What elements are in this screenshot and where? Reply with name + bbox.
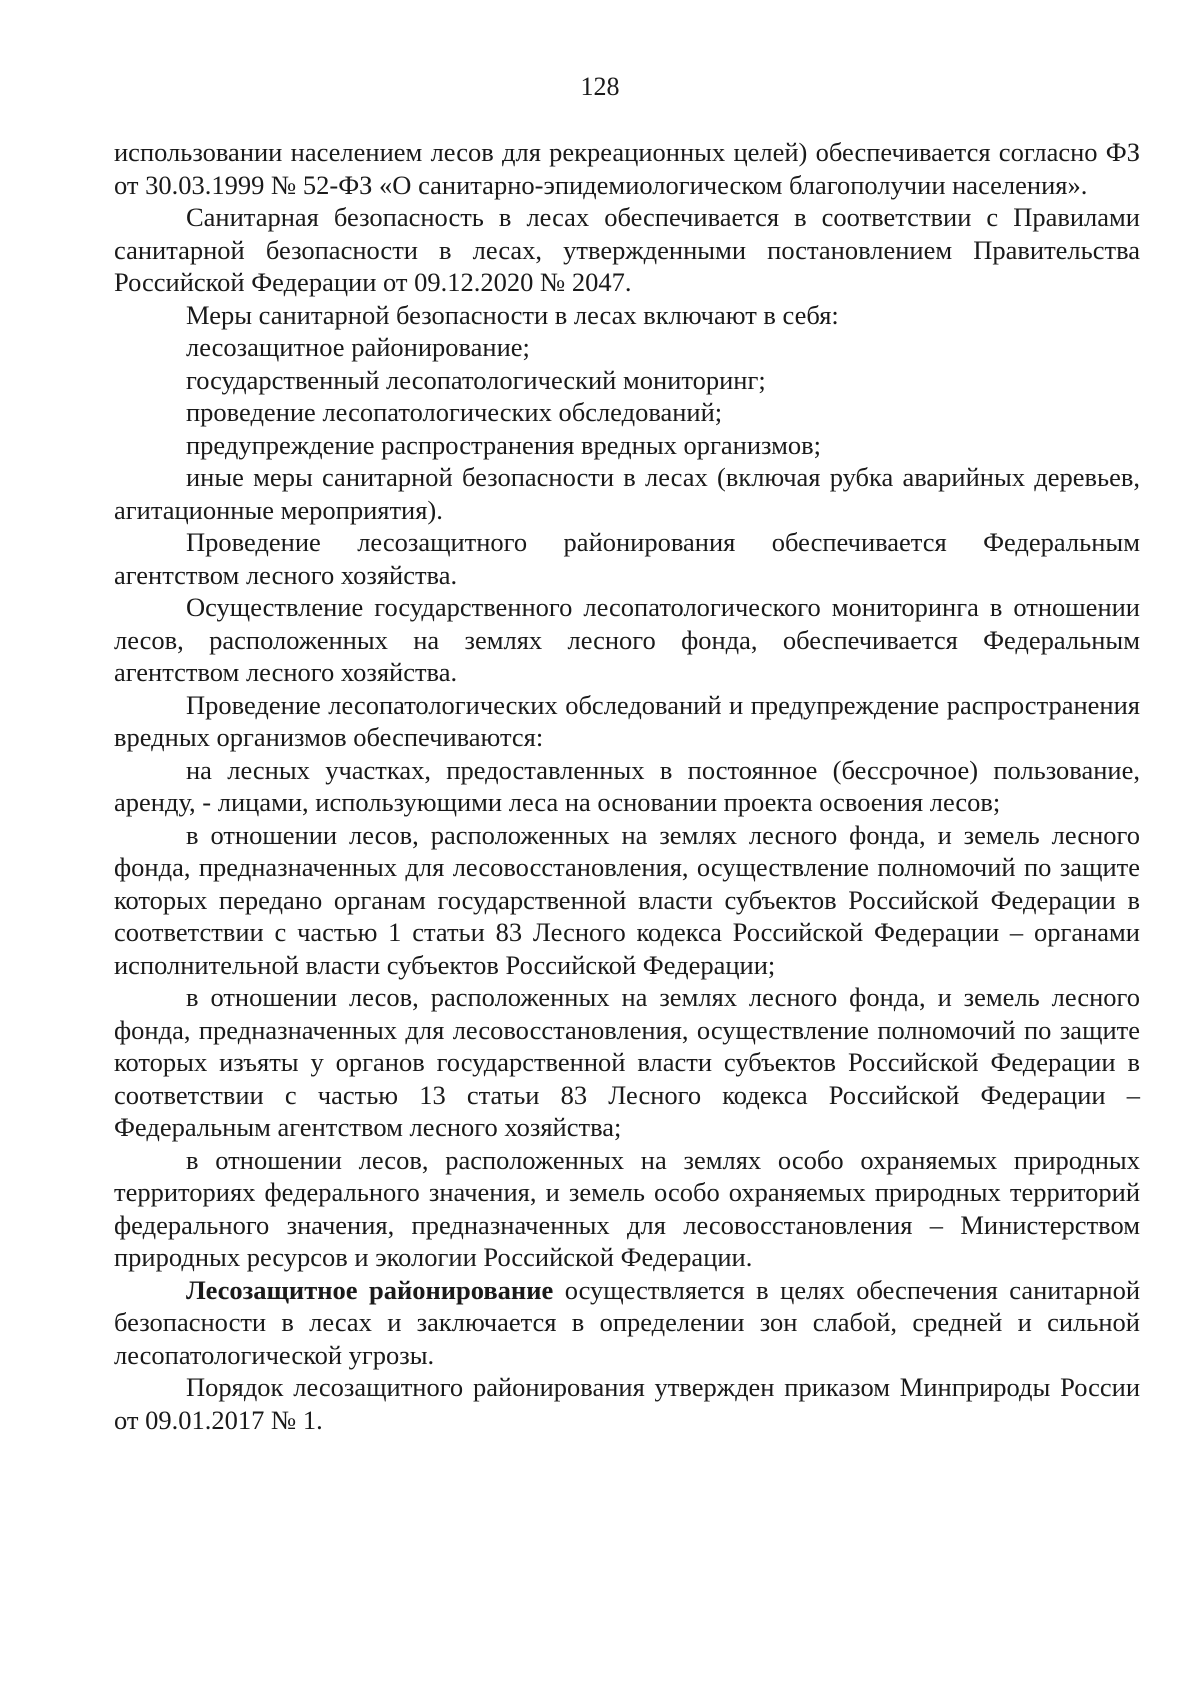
document-body	[114, 136, 1140, 1436]
paragraph-regional-authorities: в отношении лесов, расположенных на землях лесного фонда, и земель лесного фонда, предназначенных для лесовосстановления, осуществление полномочий по защите которых передано органам государственной власти субъектов Российской Федерации в соответствии с частью 1 статьи 83 Лесного кодекса Российской Федерации – органами исполнительной власти субъектов Российской Федерации;	[114, 819, 1140, 980]
term-zoning: Лесозащитное районирование	[186, 1274, 554, 1305]
list-item-zoning: лесозащитное районирование;	[186, 332, 530, 362]
list-item-surveys: проведение лесопатологических обследований;	[186, 397, 723, 427]
paragraph-zoning-order: Порядок лесозащитного районирования утвержден приказом Минприроды России от 09.01.2017 № 1.	[114, 1372, 1140, 1435]
zoning-definition-text: осуществляется в целях обеспечения санитарной безопасности в лесах и заключается в определении зон слабой, средней и сильной лесопатологической угрозы.	[114, 1274, 1140, 1370]
paragraph-federal-agency: в отношении лесов, расположенных на землях лесного фонда, и земель лесного фонда, предназначенных для лесовосстановления, осуществление полномочий по защите которых изъяты у органов государственной власти субъектов Российской Федерации в соответствии с частью 13 статьи 83 Лесного кодекса Российской Федерации – Федеральным агентством лесного хозяйства;	[114, 982, 1140, 1142]
paragraph-sanitary-safety-rules: Санитарная безопасность в лесах обеспечивается в соответствии с Правилами санитарной безопасности в лесах, утвержденными постановлением Правительства Российской Федерации от 09.12.2020 № 2047.	[114, 202, 1140, 297]
paragraph-zoning-definition	[114, 1274, 1140, 1372]
list-item-monitoring: государственный лесопатологический мониторинг;	[186, 364, 766, 395]
list-item-other-measures: иные меры санитарной безопасности в лесах (включая рубка аварийных деревьев, агитационные мероприятия).	[114, 462, 1140, 525]
list-item-prevention: предупреждение распространения вредных организмов;	[186, 429, 821, 460]
paragraph-leased-plots: на лесных участках, предоставленных в постоянное (бессрочное) пользование, аренду, - лицами, использующими леса на основании проекта освоения лесов;	[114, 754, 1140, 817]
paragraph-surveys-intro: Проведение лесопатологических обследований и предупреждение распространения вредных организмов обеспечиваются:	[114, 689, 1140, 752]
paragraph-zoning-responsibility: Проведение лесозащитного районирования обеспечивается Федеральным агентством лесного хозяйства.	[114, 527, 1140, 590]
page-number: 128	[580, 72, 620, 101]
paragraph-protected-areas: в отношении лесов, расположенных на землях особо охраняемых природных территориях федерального значения, и земель особо охраняемых природных территорий федерального значения, предназначенных для лесовосстановления – Министерством природных ресурсов и экологии Российской Федерации.	[114, 1144, 1140, 1272]
paragraph-measures-intro: Меры санитарной безопасности в лесах включают в себя:	[186, 299, 839, 330]
paragraph-continuation: использовании населением лесов для рекреационных целей) обеспечивается согласно ФЗ от 30.03.1999 № 52-ФЗ «О санитарно-эпидемиологическом благополучии населения».	[114, 137, 1140, 200]
paragraph-monitoring-responsibility: Осуществление государственного лесопатологического мониторинга в отношении лесов, расположенных на землях лесного фонда, обеспечивается Федеральным агентством лесного хозяйства.	[114, 592, 1140, 687]
